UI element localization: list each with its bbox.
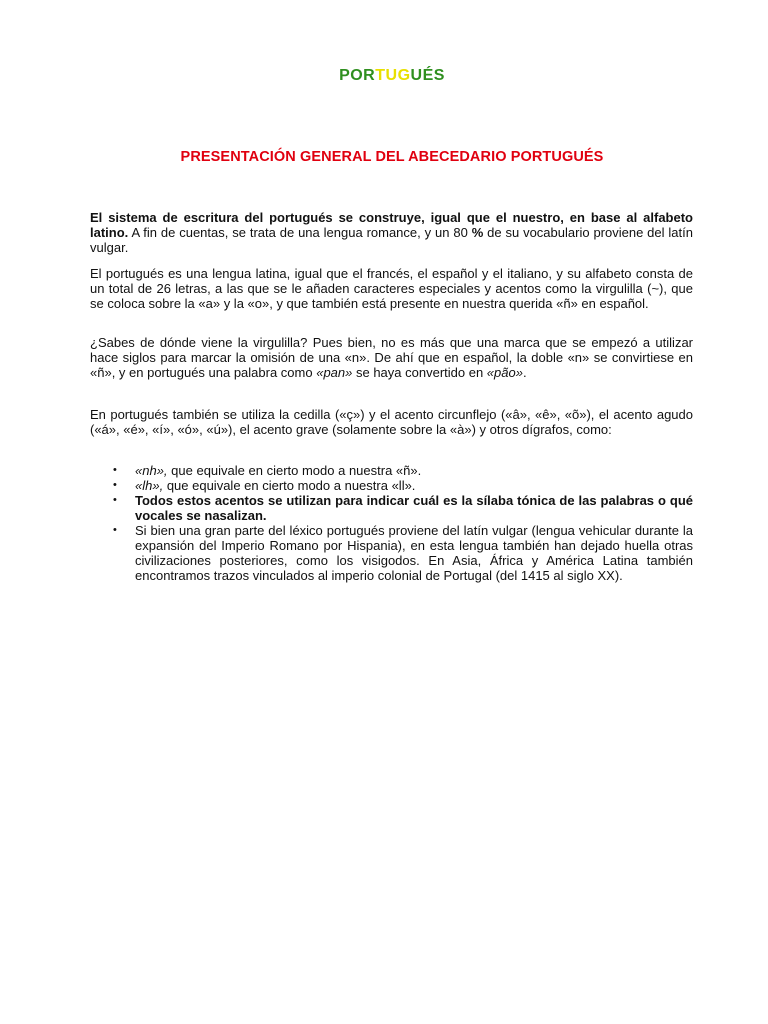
paragraph-4	[90, 407, 693, 437]
title-part-green-end: UÉS	[410, 67, 445, 84]
list-item	[90, 463, 693, 478]
paragraph-2-text: El portugués es una lengua latina, igual que el francés, el español y el italiano, y su alfabeto consta de un total de 26 letras, a las que se le añaden caracteres especiales y acentos como la virgulilla (~), que se coloca sobre la «a» y la «o», y que también está presente en nuestra querida «ñ» en español.	[90, 266, 693, 311]
paragraph-3-italic-a: «pan»	[316, 365, 353, 380]
bullet-1-italic: «nh»,	[135, 463, 168, 478]
bullet-icon: •	[113, 479, 117, 491]
paragraph-3-text-b: se haya convertido en	[352, 365, 487, 380]
title-part-yellow: TUG	[375, 67, 411, 84]
paragraph-3-italic-b: «pão»	[486, 365, 523, 380]
paragraph-1	[90, 210, 693, 255]
bullet-1-text: que equivale en cierto modo a nuestra «ñ».	[167, 463, 422, 478]
paragraph-3-text-c: .	[522, 365, 527, 380]
list-item	[90, 493, 693, 523]
list-item	[90, 478, 693, 493]
paragraph-3-text-a: ¿Sabes de dónde viene la virgulilla? Pues bien, no es más que una marca que se empezó a utilizar hace siglos para marcar la omisión de una «n». De ahí que en español, la doble «n» se convirtiese en «ñ», y en portugués una palabra como	[90, 335, 693, 380]
bullet-icon: •	[113, 524, 117, 536]
list-item	[90, 523, 693, 583]
paragraph-2	[90, 266, 693, 311]
paragraph-1-bold: El sistema de escritura del portugués se construye, igual que el nuestro, en base al alfabeto latino.	[90, 210, 693, 240]
paragraph-4-text: En portugués también se utiliza la cedilla («ç») y el acento circunflejo («â», «ê», «õ»), el acento agudo («á», «é», «í», «ó», «ú»), el acento grave (solamente sobre la «à») y otros dígrafos, como:	[90, 407, 693, 437]
paragraph-3	[90, 335, 693, 380]
title-part-green: POR	[339, 67, 376, 84]
bullet-3-bold: Todos estos acentos se utilizan para indicar cuál es la sílaba tónica de las palabras o qué vocales se nasalizan.	[135, 493, 693, 523]
bullet-icon: •	[113, 494, 117, 506]
document-title	[0, 67, 768, 85]
bullet-2-text: que equivale en cierto modo a nuestra «ll».	[163, 478, 416, 493]
bullet-2-italic: «lh»,	[135, 478, 164, 493]
bullet-list	[90, 463, 693, 583]
document-subtitle: PRESENTACIÓN GENERAL DEL ABECEDARIO PORTUGUÉS	[180, 149, 604, 165]
bullet-4-text: Si bien una gran parte del léxico portugués proviene del latín vulgar (lengua vehicular durante la expansión del Imperio Romano por Hispania), en esta lengua también han dejado huella otras civilizaciones posteriores, como los visigodos. En Asia, África y América Latina también encontramos trazos vinculados al imperio colonial de Portugal (del 1415 al siglo XX).	[135, 523, 693, 583]
paragraph-1-text-a: A fin de cuentas, se trata de una lengua romance, y un 80	[128, 225, 472, 240]
paragraph-1-text-b: de su vocabulario proviene del latín vulgar.	[90, 225, 693, 255]
paragraph-1-percent: %	[471, 225, 484, 240]
bullet-icon: •	[113, 464, 117, 476]
